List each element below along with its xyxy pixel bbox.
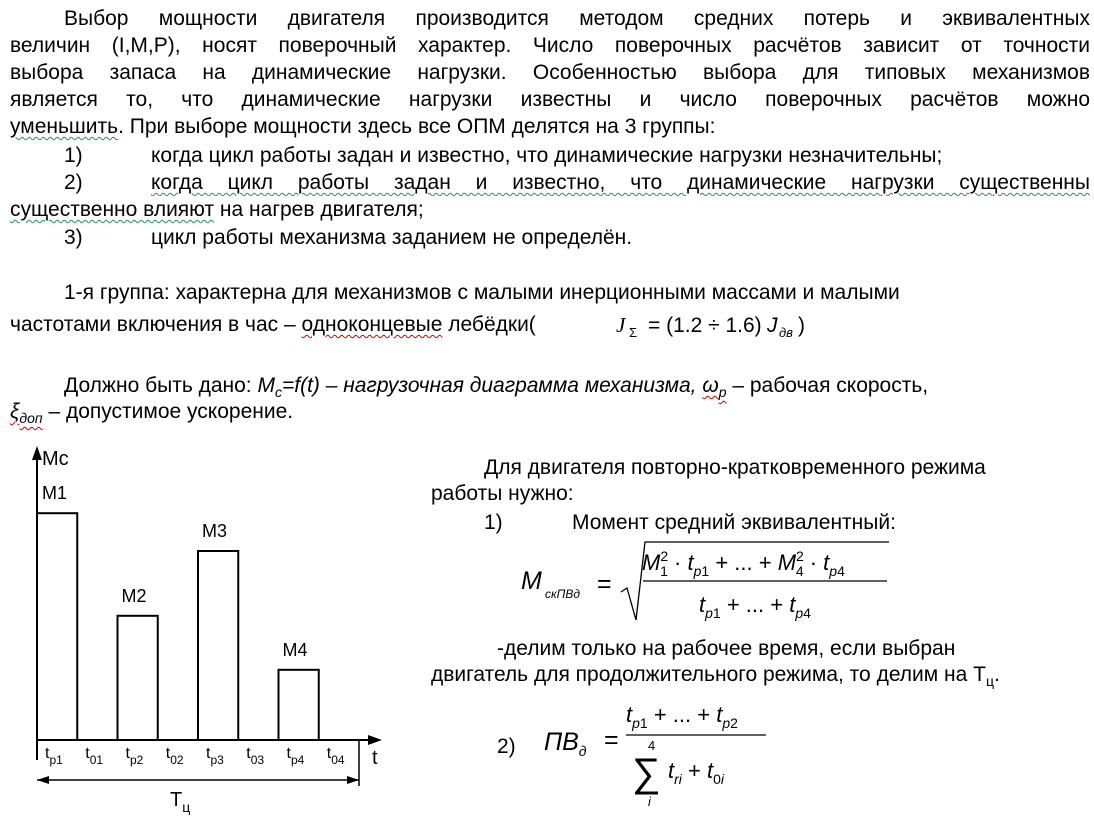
formula-mean-moment — [515, 536, 905, 626]
svg-text:Σ: Σ — [629, 325, 638, 340]
x-axis-arrow-icon — [368, 735, 382, 745]
bar-label-m2: M2 — [121, 585, 147, 606]
svg-text:M21 · tp1 + ... + M24 · tp4: $M^2$ $1 \cdot t_p1$ + ... + $M^2$ $4 \cdot t_p4$ — [642, 548, 845, 579]
interval-label-2: $t_{01}$ — [85, 745, 104, 767]
sum-upper-limit: 4 — [648, 738, 656, 753]
bar-label-m4: M4 — [282, 639, 308, 660]
item-1-number: 1) — [484, 511, 503, 534]
svg-text:tp1 + ... + tp2: $t_p1$ + ... + $t_p2$ — [626, 702, 738, 731]
sum-lower-limit: i — [648, 794, 651, 809]
right-line-1: Для двигателя повторно-кратковременного режима — [484, 456, 986, 479]
load-diagram — [0, 440, 400, 820]
interval-label-5: $t_{р3}$ — [206, 745, 224, 767]
svg-text:=: = — [597, 570, 612, 598]
group1-line-1: 1-я группа: характерна для механизмов с малыми инерционными массами и малыми — [64, 281, 900, 304]
note-line-2: двигатель для продолжительного режима, то делим на $Т_ц$. — [431, 663, 1000, 690]
bar-m1 — [37, 513, 77, 740]
interval-label-8: $t_{04}$ — [326, 745, 345, 767]
given-line-2: $\xi_{доп}$ – допустимое ускорение. — [10, 400, 294, 427]
item-1-text: Момент средний эквивалентный: — [572, 511, 896, 534]
x-axis-label: t — [372, 747, 378, 769]
y-axis-arrow-icon — [32, 446, 42, 460]
formula1-lhs-sub: скПВд — [545, 587, 580, 601]
group-2-continuation: существенно влияют на нагрев двигателя; — [10, 198, 424, 221]
inertia-formula-close: ) — [798, 314, 805, 337]
y-axis-label: Mc — [42, 448, 69, 470]
cycle-left-arrow-icon — [37, 776, 49, 784]
cycle-right-arrow-icon — [347, 776, 359, 784]
svg-text:J: J — [616, 313, 626, 337]
bar-m2 — [118, 616, 158, 740]
intro-line-4: является то, что динамические нагрузки известны и число поверочных расчётов можно — [10, 88, 1090, 111]
interval-ticks — [45, 740, 359, 786]
note-line-1: -делим только на рабочее время, если выбран — [497, 637, 956, 660]
svg-text:=: = — [604, 726, 619, 754]
svg-text:tp1 + ... + tp4: $t_p1$ + ... + $t_p4$ — [699, 592, 811, 621]
bar-m4 — [279, 670, 319, 740]
bar-label-m3: M3 — [202, 521, 228, 541]
given-line-1: Должно быть дано: $M_c=f(t)$ – нагрузочная диаграмма механизма, $\omega_p$ – рабочая скорость, — [64, 374, 929, 401]
bars-group — [37, 483, 319, 740]
inertia-formula — [612, 306, 812, 346]
svg-text:tri + t0i: $t_{ri} + t_0i$ — [668, 758, 725, 787]
group-3-number: 3) — [64, 226, 83, 249]
bar-label-m1: M1 — [42, 483, 68, 504]
cycle-span — [37, 776, 359, 815]
group-1-number: 1) — [64, 144, 83, 167]
interval-label-4: $t_{02}$ — [165, 745, 184, 767]
interval-label-7: $t_{р4}$ — [286, 745, 305, 767]
sum-icon: ∑ — [632, 751, 661, 795]
intro-line-5: уменьшить. При выборе мощности здесь все ОПМ делятся на 3 группы: — [10, 115, 716, 138]
interval-label-6: $t_{03}$ — [246, 745, 265, 767]
intro-line-2: величин (I,M,P), носят поверочный характер. Число поверочных расчётов зависит от точности — [10, 34, 1090, 57]
group-2-number: 2) — [64, 171, 83, 194]
intro-line-3: выбора запаса на динамические нагрузки. Особенностью выбора для типовых механизмов — [10, 61, 1090, 84]
group1-line-2: частотами включения в час – одноконцевые лебёдки( — [10, 313, 536, 336]
cycle-label: $T_ц$ — [170, 789, 191, 815]
group-2-text: когда цикл работы задан и известно, что динамические нагрузки существенны — [151, 171, 1090, 194]
diagram-axes — [32, 446, 382, 769]
svg-text:J: J — [767, 314, 778, 337]
interval-label-3: $t_{р2}$ — [125, 745, 144, 767]
formula1-lhs: M — [521, 567, 542, 595]
group-1-text: когда цикл работы задан и известно, что динамические нагрузки незначительны; — [151, 144, 943, 167]
svg-text:= (1.2 ÷ 1.6): = (1.2 ÷ 1.6) — [648, 314, 762, 337]
group-3-text: цикл работы механизма заданием не определён. — [151, 226, 633, 249]
formula2-lhs: $ПВ_д$ — [544, 728, 587, 759]
interval-label-1: $t_{р1}$ — [45, 745, 63, 767]
svg-text:дв: дв — [779, 325, 793, 340]
formula-duty-cycle — [540, 690, 780, 818]
right-line-2: работы нужно: — [431, 482, 574, 505]
intro-line-1: Выбор мощности двигателя производится методом средних потерь и эквивалентных — [64, 7, 1090, 30]
bar-m3 — [198, 551, 238, 740]
item-2-number: 2) — [497, 735, 516, 758]
